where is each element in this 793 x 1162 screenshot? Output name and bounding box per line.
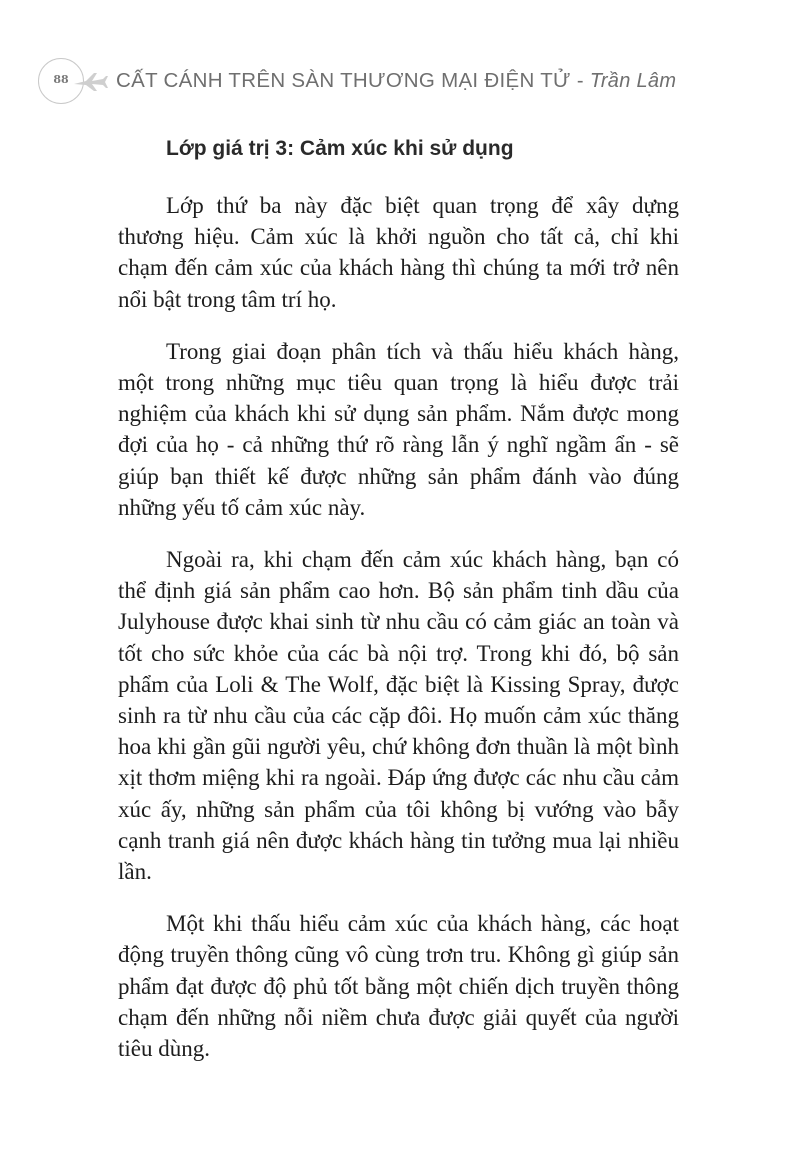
section-heading: Lớp giá trị 3: Cảm xúc khi sử dụng	[166, 137, 514, 160]
paragraph-4: Một khi thấu hiểu cảm xúc của khách hàng, các hoạt động truyền thông cũng vô cùng trơn tru. Không gì giúp sản phẩm đạt được độ phủ tốt bằng một chiến dịch truyền thông chạm đến những nỗi niềm chưa được giải quyết của người tiêu dùng.	[118, 911, 679, 1062]
book-title-line	[116, 69, 676, 93]
book-title: CẤT CÁNH TRÊN SÀN THƯƠNG MẠI ĐIỆN TỬ	[116, 69, 571, 92]
author-name: Trần Lâm	[589, 70, 677, 92]
paragraph-2: Trong giai đoạn phân tích và thấu hiểu khách hàng, một trong những mục tiêu quan trọng là hiểu được trải nghiệm của khách khi sử dụng sản phẩm. Nắm được mong đợi của họ - cả những thứ rõ ràng lẫn ý nghĩ ngầm ẩn - sẽ giúp bạn thiết kế được những sản phẩm đánh vào đúng những yếu tố cảm xúc này.	[118, 338, 679, 520]
title-separator: -	[576, 70, 584, 92]
paragraph-1: Lớp thứ ba này đặc biệt quan trọng để xây dựng thương hiệu. Cảm xúc là khởi nguồn cho tất cả, chỉ khi chạm đến cảm xúc của khách hàng thì chúng ta mới trở nên nổi bật trong tâm trí họ.	[118, 193, 679, 312]
airplane-icon	[72, 70, 108, 94]
body-text	[118, 190, 679, 1085]
paragraph-3: Ngoài ra, khi chạm đến cảm xúc khách hàng, bạn có thể định giá sản phẩm cao hơn. Bộ sản phẩm tinh dầu của Julyhouse được khai sinh từ nhu cầu có cảm giác an toàn và tốt cho sức khỏe của các bà nội trợ. Trong khi đó, bộ sản phẩm của Loli & The Wolf, đặc biệt là Kissing Spray, được sinh ra từ nhu cầu của các cặp đôi. Họ muốn cảm xúc thăng hoa khi gần gũi người yêu, chứ không đơn thuần là một bình xịt thơm miệng khi ra ngoài. Đáp ứng được các nhu cầu cảm xúc ấy, những sản phẩm của tôi không bị vướng vào bẫy cạnh tranh giá nên được khách hàng tin tưởng mua lại nhiều lần.	[118, 547, 679, 885]
page-number: 88	[53, 73, 69, 86]
running-header	[38, 58, 758, 108]
